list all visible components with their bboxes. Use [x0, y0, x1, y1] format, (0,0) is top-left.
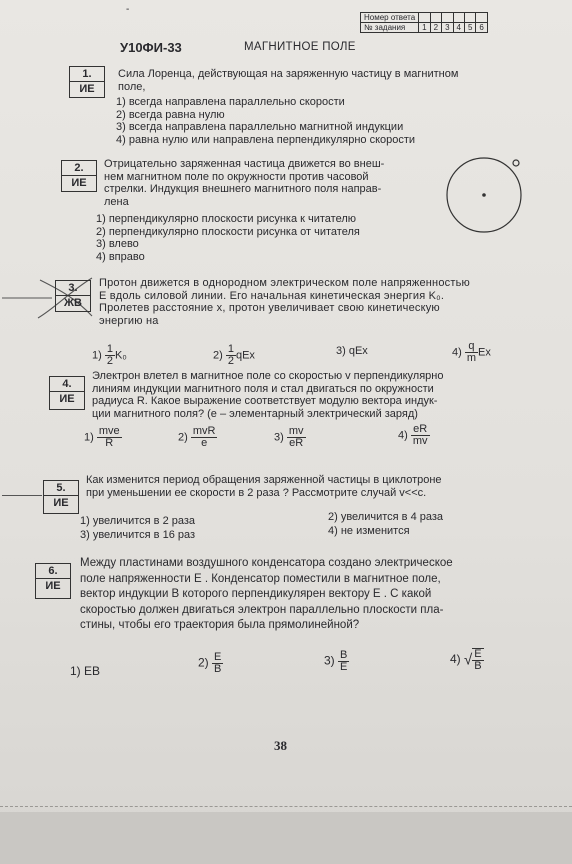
question-2-text	[104, 158, 384, 208]
option-1[interactable]: 1) всегда направлена параллельно скорости	[116, 96, 345, 108]
question-number: 3.	[56, 281, 90, 296]
question-line: поле напряженности Е . Конденсатор поместили в магнитное поле,	[80, 572, 441, 585]
task-number: 6	[476, 23, 487, 33]
option-4[interactable]	[398, 424, 430, 447]
fraction-denominator: m	[466, 352, 477, 364]
fraction-denominator: Е	[340, 661, 348, 673]
page-number: 38	[274, 738, 287, 753]
question-line: Пролетев расстояние x, протон увеличивает свою кинетическую	[99, 302, 440, 314]
fold-line	[0, 806, 572, 807]
question-line: Как изменится период обращения заряженной частицы в циклотроне	[86, 474, 442, 486]
fraction-numerator: mvR	[192, 425, 216, 437]
fraction-numerator: 1	[227, 343, 234, 355]
fraction-numerator: q	[465, 341, 478, 353]
question-line: стрелки. Индукция внешнего магнитного поля направ-	[104, 183, 382, 195]
question-line: Отрицательно заряженная частица движется во внеш-	[104, 158, 385, 170]
option-1[interactable]: 1) перпендикулярно плоскости рисунка к читателю	[96, 213, 357, 225]
question-number: 6.	[36, 564, 70, 579]
option-label: 2)	[178, 431, 188, 444]
fraction-denominator: mv	[412, 435, 428, 447]
question-tag: ИЕ	[53, 497, 69, 509]
pencil-mark	[2, 495, 42, 496]
fraction-numerator: mv	[288, 425, 304, 437]
circular-trajectory-figure	[440, 155, 530, 235]
answer-cell[interactable]	[419, 13, 430, 23]
fraction-denominator: В	[474, 660, 482, 672]
question-line: нем магнитном поле по окружности против часовой	[104, 170, 369, 183]
square-root-icon: √	[464, 651, 473, 669]
question-line: линиям индукции магнитного поля и стал двигаться по окружности	[92, 382, 434, 395]
option-label: 3)	[324, 653, 335, 668]
question-line: вектор индукции В которого перпендикулярен вектору Е . С какой	[80, 588, 432, 600]
question-6-box	[35, 563, 71, 599]
task-number: 3	[442, 23, 453, 33]
option-label: 4)	[398, 429, 408, 442]
answer-cell[interactable]	[464, 13, 475, 23]
center-dot	[482, 193, 486, 197]
option-1[interactable]: 1) ЕВ	[70, 664, 101, 678]
answer-cell[interactable]	[442, 13, 453, 23]
question-line: Е вдоль силовой линии. Его начальная кинетическая энергия K₀.	[99, 289, 445, 302]
option-4[interactable]: 4) не изменится	[328, 525, 410, 537]
question-number: 1.	[70, 67, 104, 82]
question-tag: ИЕ	[45, 580, 61, 592]
option-2[interactable]	[213, 344, 255, 367]
question-line: ции магнитного поля? (е – элементарный электрический заряд)	[92, 407, 418, 420]
question-line: Сила Лоренца, действующая на заряженную частицу в магнитном	[118, 68, 459, 80]
option-label: 1)	[84, 431, 94, 444]
question-tag: ЖВ	[64, 297, 82, 309]
option-4[interactable]	[452, 341, 491, 364]
worksheet-topic: МАГНИТНОЕ ПОЛЕ	[244, 41, 356, 53]
fraction-numerator: 1	[106, 343, 113, 355]
question-line: стины, чтобы его траектория была прямолинейной?	[80, 619, 360, 631]
task-number: 4	[453, 23, 464, 33]
question-5-box	[43, 480, 79, 514]
option-label: 2)	[213, 349, 223, 362]
fraction-denominator: 2	[106, 355, 113, 367]
option-2[interactable]	[198, 652, 223, 675]
option-4[interactable]	[450, 648, 484, 672]
task-number: 1	[419, 23, 430, 33]
option-expression: Ex	[478, 346, 491, 359]
question-1-box	[69, 66, 105, 98]
question-3-options	[92, 335, 532, 369]
question-4-text	[92, 370, 443, 420]
option-label: 2)	[198, 655, 209, 670]
table-surface	[0, 812, 572, 864]
answer-table-row2-label: № задания	[361, 23, 419, 33]
question-1-options	[116, 96, 415, 146]
option-2[interactable]	[178, 426, 217, 449]
option-3[interactable]	[324, 650, 349, 673]
question-5-text	[86, 474, 442, 499]
question-6-text	[80, 556, 453, 634]
fraction-numerator: В	[340, 649, 348, 661]
option-label: 4)	[452, 346, 462, 359]
fraction-numerator: Е	[474, 648, 482, 660]
answer-cell[interactable]	[476, 13, 487, 23]
question-4-options	[84, 423, 464, 460]
question-4-box	[49, 376, 85, 410]
question-line: Между пластинами воздушного конденсатора создано электрическое	[80, 557, 453, 569]
answer-table-row1-label: Номер ответа	[361, 13, 419, 23]
option-3[interactable]	[274, 426, 306, 449]
option-expression: K₀	[114, 349, 127, 362]
option-2[interactable]: 2) всегда равна нулю	[116, 108, 225, 121]
worksheet-code: У10ФИ-33	[120, 40, 182, 55]
fraction-denominator: e	[201, 437, 208, 449]
option-label: 3)	[274, 431, 284, 444]
option-label: 4)	[450, 652, 461, 667]
question-line: энергию на	[99, 314, 159, 327]
question-number: 4.	[50, 377, 84, 392]
question-6-options	[70, 650, 510, 690]
option-1[interactable]	[84, 426, 122, 449]
question-tag: ИЕ	[79, 83, 95, 95]
option-3[interactable]: 3) влево	[96, 238, 139, 250]
option-label: 1)	[92, 349, 102, 362]
answer-cell[interactable]	[430, 13, 441, 23]
fraction-numerator: eR	[411, 424, 430, 436]
top-mark: -	[126, 4, 130, 15]
option-3[interactable]: 3) всегда направлена параллельно магнитной индукции	[116, 121, 404, 133]
option-1[interactable]	[92, 344, 127, 367]
fraction-denominator: eR	[289, 437, 304, 449]
question-tag: ИЕ	[59, 393, 75, 405]
particle-marker	[513, 160, 519, 166]
question-line: Электрон влетел в магнитное поле со скоростью v перпендикулярно	[92, 370, 444, 382]
option-2[interactable]: 2) перпендикулярно плоскости рисунка от читателя	[96, 225, 360, 238]
question-2-box	[61, 160, 97, 192]
question-line: радиуса R. Какое выражение соответствует модулю вектора индук-	[92, 395, 438, 407]
option-1[interactable]: 1) увеличится в 2 раза	[80, 515, 196, 527]
task-number: 2	[430, 23, 441, 33]
option-expression: qEx	[235, 349, 255, 362]
question-line: лена	[104, 195, 129, 208]
fraction-denominator: В	[214, 663, 222, 675]
question-number: 5.	[44, 481, 78, 496]
fraction-numerator: mve	[98, 425, 120, 437]
question-tag: ИЕ	[71, 177, 87, 189]
question-1-text	[118, 68, 458, 93]
fraction-denominator: R	[105, 437, 114, 449]
question-2-options	[96, 213, 360, 263]
option-2[interactable]: 2) увеличится в 4 раза	[328, 511, 444, 523]
answer-cell[interactable]	[453, 13, 464, 23]
question-line: скоростью должен двигаться электрон параллельно плоскости пла-	[80, 603, 444, 616]
question-number: 2.	[62, 161, 96, 176]
question-3-text	[99, 277, 470, 327]
question-3-box	[55, 280, 91, 312]
question-line: поле,	[118, 80, 146, 93]
question-line: при уменьшении ее скорости в 2 раза ? Рассмотрите случай v<<c.	[86, 486, 427, 499]
option-4[interactable]: 4) равна нулю или направлена перпендикулярно скорости	[116, 133, 416, 146]
task-number: 5	[464, 23, 475, 33]
option-3[interactable]: 3) qEx	[336, 345, 368, 357]
option-3[interactable]: 3) увеличится в 16 раз	[80, 529, 196, 541]
question-5-options	[80, 513, 520, 541]
fraction-numerator: Е	[214, 651, 222, 663]
answer-table	[360, 12, 488, 33]
question-line: Протон движется в однородном электрическом поле напряженностью	[99, 277, 470, 289]
option-4[interactable]: 4) вправо	[96, 250, 145, 263]
fraction-denominator: 2	[227, 355, 234, 367]
